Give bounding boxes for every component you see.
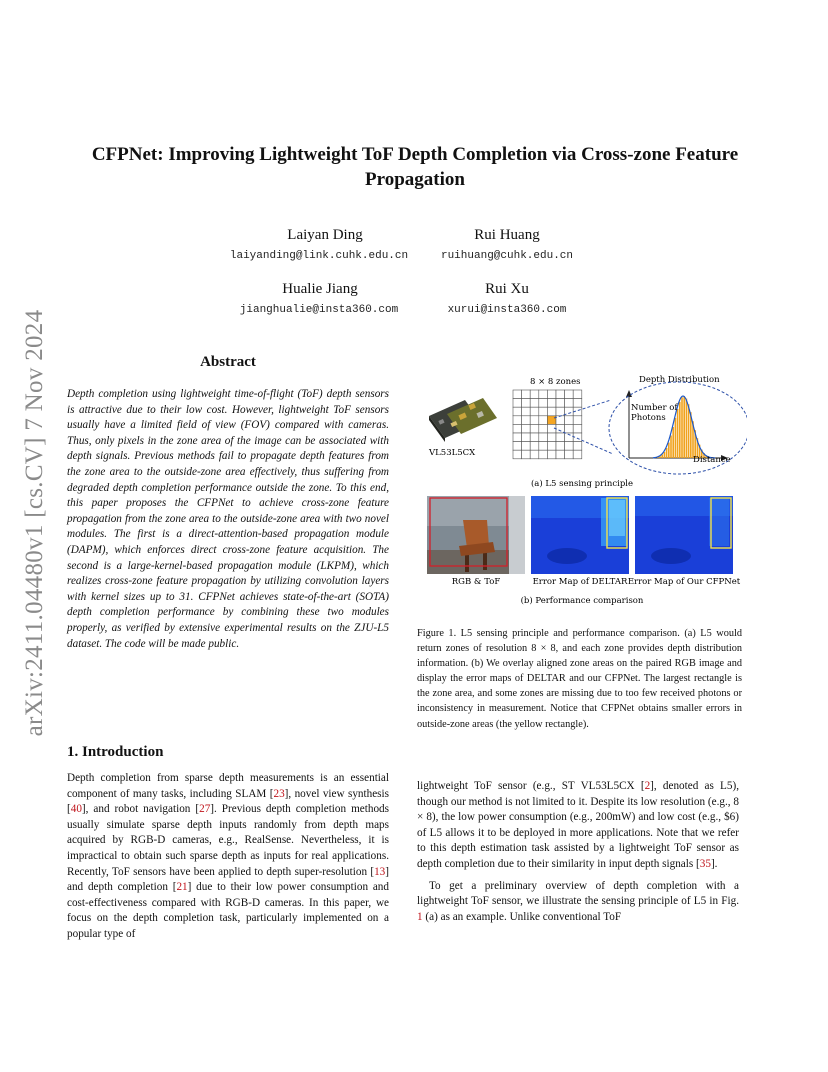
- zone-cell: [556, 433, 565, 442]
- zone-cell: [522, 390, 531, 399]
- zone-cell: [547, 433, 556, 442]
- zone-cell: [547, 442, 556, 451]
- zone-cell: [565, 424, 574, 433]
- zone-cell: [556, 450, 565, 459]
- histogram-bar: [681, 397, 683, 458]
- histogram-bar: [664, 452, 666, 458]
- citation-link[interactable]: 13: [374, 865, 386, 878]
- zone-cell: [547, 399, 556, 408]
- citation-link[interactable]: 21: [176, 881, 188, 894]
- zone-cell: [530, 399, 539, 408]
- zone-cell: [530, 450, 539, 459]
- histogram-bar: [679, 402, 681, 458]
- cfpnet-error-map: [635, 496, 733, 574]
- zone-cell: [547, 390, 556, 399]
- zone-cell: [539, 433, 548, 442]
- image-label-rgb-tof: RGB & ToF: [451, 577, 501, 587]
- rgb-tof-image: [427, 496, 525, 574]
- zone-cell: [539, 390, 548, 399]
- subfigure-a-caption: (a) L5 sensing principle: [530, 479, 634, 489]
- abstract-heading: Abstract: [200, 354, 256, 370]
- zone-cell: [513, 416, 522, 425]
- citation-link[interactable]: 2: [644, 780, 651, 792]
- zone-cell: [522, 399, 531, 408]
- zone-cell: [539, 416, 548, 425]
- histogram-bar: [670, 435, 672, 458]
- intro-paragraph-3: [417, 879, 739, 926]
- text-run: ], denoted as L5), though our method is not limited to it. Despite its low resolution (e.g., 8 × 8), the low power consumption (e.g., 200mW) and low cost (e.g., $6) of L5 allows it to be deployed in more applications. Note that we refer to this depth estimation task assisted by a lightweight ToF sensor as depth completion due to their similarity in input depth signals [: [417, 780, 739, 870]
- zone-cell: [513, 442, 522, 451]
- zone-cell: [522, 450, 531, 459]
- zone-cell: [513, 450, 522, 459]
- zone-cell: [522, 433, 531, 442]
- y-axis-label-line2: Photons: [631, 413, 666, 423]
- histogram-bar: [683, 396, 685, 458]
- citation-link[interactable]: 27: [199, 803, 211, 816]
- text-run: ].: [710, 857, 718, 870]
- subfigure-b-caption: (b) Performance comparison: [520, 596, 644, 606]
- histogram-bar: [688, 404, 690, 458]
- figure-1-graphic: [417, 370, 747, 615]
- zone-cell: [539, 450, 548, 459]
- citation-link[interactable]: 23: [273, 787, 285, 800]
- text-run: To get a preliminary overview of depth completion with a lightweight ToF sensor, we illustrate the sensing principle of L5 in Fig.: [417, 879, 739, 908]
- zones-label: 8 × 8 zones: [530, 377, 581, 387]
- zone-cell: [513, 390, 522, 399]
- image-label-deltar: Error Map of DELTAR: [532, 577, 628, 587]
- sensor-label: VL53L5CX: [429, 448, 476, 458]
- intro-paragraph-1: [67, 771, 389, 943]
- zone-cell: [573, 424, 582, 433]
- zone-cell: [539, 399, 548, 408]
- zone-cell: [522, 442, 531, 451]
- author-name: Rui Xu: [485, 281, 529, 297]
- author-name: Rui Huang: [474, 227, 540, 243]
- section-heading-introduction: 1. Introduction: [67, 744, 164, 760]
- author-email[interactable]: jianghualie@insta360.com: [239, 304, 399, 316]
- paper-title: CFPNet: Improving Lightweight ToF Depth Completion via Cross-zone Feature Propagation: [91, 144, 739, 190]
- zone-cell: [573, 416, 582, 425]
- deltar-error-map: [531, 496, 629, 574]
- author-email[interactable]: ruihuang@cuhk.edu.cn: [440, 250, 574, 262]
- zone-cell: [539, 424, 548, 433]
- zone-cell: [573, 450, 582, 459]
- zone-cell: [565, 399, 574, 408]
- highlighted-zone: [547, 416, 556, 425]
- zone-cell: [539, 442, 548, 451]
- author-email[interactable]: laiyanding@link.cuhk.edu.cn: [229, 250, 409, 262]
- zone-cell: [573, 442, 582, 451]
- zone-cell: [556, 399, 565, 408]
- arxiv-identifier: [20, 288, 50, 758]
- histogram-bar: [686, 399, 688, 458]
- zone-cell: [573, 390, 582, 399]
- histogram-bar: [668, 443, 670, 458]
- zone-cell: [530, 442, 539, 451]
- zone-cell: [556, 407, 565, 416]
- zone-cell: [547, 407, 556, 416]
- zone-cell: [513, 424, 522, 433]
- text-run: lightweight ToF sensor (e.g., ST VL53L5CX [: [417, 780, 645, 792]
- text-run: ], and robot navigation [: [81, 803, 200, 816]
- figure-1: [417, 370, 747, 615]
- zone-cell: [530, 416, 539, 425]
- zone-cell: [522, 407, 531, 416]
- histogram-bar: [677, 409, 679, 458]
- zone-cell: [565, 416, 574, 425]
- figure-1-caption: Figure 1. L5 sensing principle and performance comparison. (a) L5 would return zones of resolution 8 × 8, and each zone provides depth distribution information. (b) We overlay aligned zone areas on the paired RGB image and display the error maps of DELTAR and our CFPNet. The largest rectangle is the zone area, and some zones are missing due to too few received photons or inconsistency in measurement. Notice that CFPNet obtains smaller errors in outside-zone areas (the yellow rectangle).: [417, 628, 742, 730]
- histogram-bar: [666, 448, 668, 458]
- zone-grid: [513, 390, 582, 459]
- x-axis-label: Distance: [693, 455, 731, 465]
- zone-cell: [530, 433, 539, 442]
- image-label-cfpnet: Error Map of Our CFPNet: [627, 577, 741, 587]
- zone-cell: [556, 416, 565, 425]
- zone-cell: [547, 450, 556, 459]
- zone-cell: [565, 390, 574, 399]
- zone-cell: [556, 442, 565, 451]
- zone-cell: [522, 424, 531, 433]
- y-axis-label-line1: Number of: [631, 403, 678, 413]
- intro-paragraph-2: [417, 779, 739, 925]
- zone-cell: [530, 424, 539, 433]
- arxiv-identifier-text: arXiv:2411.04480v1 [cs.CV] 7 Nov 2024: [21, 309, 48, 737]
- zone-cell: [530, 407, 539, 416]
- author-email[interactable]: xurui@insta360.com: [447, 304, 567, 316]
- zone-cell: [539, 407, 548, 416]
- zone-cell: [556, 390, 565, 399]
- citation-link[interactable]: 40: [70, 803, 82, 816]
- figure-link[interactable]: 1: [417, 910, 423, 923]
- citation-link[interactable]: 35: [699, 857, 711, 870]
- zone-cell: [565, 442, 574, 451]
- text-run: ] due to their low power consumption and cost-effectiveness compared with RGB-D cameras. In this paper, we focus on the depth completion task, particularly implemented on a popular type of: [67, 881, 389, 940]
- zone-cell: [565, 450, 574, 459]
- histogram-bar: [675, 418, 677, 458]
- author-name: Hualie Jiang: [282, 281, 358, 297]
- zone-cell: [530, 390, 539, 399]
- zone-cell: [513, 399, 522, 408]
- zone-cell: [513, 407, 522, 416]
- text-run: Depth completion from sparse depth measurements is an essential component of many tasks, including SLAM [: [67, 772, 389, 800]
- depth-distribution-label: Depth Distribution: [639, 375, 720, 385]
- zone-cell: [513, 433, 522, 442]
- histogram-bar: [672, 427, 674, 458]
- author-name: Laiyan Ding: [287, 227, 363, 243]
- zone-cell: [522, 416, 531, 425]
- depth-distribution-plot: [626, 390, 731, 465]
- text-run: (a) as an example. Unlike conventional ToF: [422, 910, 622, 923]
- zone-cell: [573, 399, 582, 408]
- text-run: ] and depth completion [: [67, 865, 389, 894]
- text-run: ]. Previous depth completion methods usually simulate sparse depth inputs randomly from depth maps acquired by RGB-D cameras, e.g., RealSense. Nevertheless, it is impractical to obtain such sparse depth as inputs for real applications. Recently, ToF sensors have been applied to depth super-resolution [: [67, 803, 389, 878]
- sensor-chip-illustration: [429, 398, 497, 442]
- text-run: ], novel view synthesis [: [67, 787, 389, 816]
- abstract-text: Depth completion using lightweight time-of-flight (ToF) depth sensors is attractive due to their low cost. However, lightweight ToF sensors usually have a limited field of view (FOV) compared with cameras. Thus, only pixels in the zone area of the image can be associated with depth signals. Previous methods fail to propagate depth features from the zone area to the outside-zone area effectively, thus suffering from degraded depth completion performance outside the zone. To this end, this paper proposes the CFPNet to achieve cross-zone feature propagation from the zone area to the outside-zone area with two novel modules. The first is a direct-attention-based propagation module (DAPM), which enforces direct cross-zone feature acquisition. The second is a large-kernel-based propagation module (LKPM), which realizes cross-zone feature propagation by utilizing convolution layers with kernel sizes up to 31. CFPNet achieves state-of-the-art (SOTA) depth completion performance by combining these two modules properly, as verified by extensive experimental results on the ZJU-L5 dataset. The code will be made public.: [67, 388, 389, 650]
